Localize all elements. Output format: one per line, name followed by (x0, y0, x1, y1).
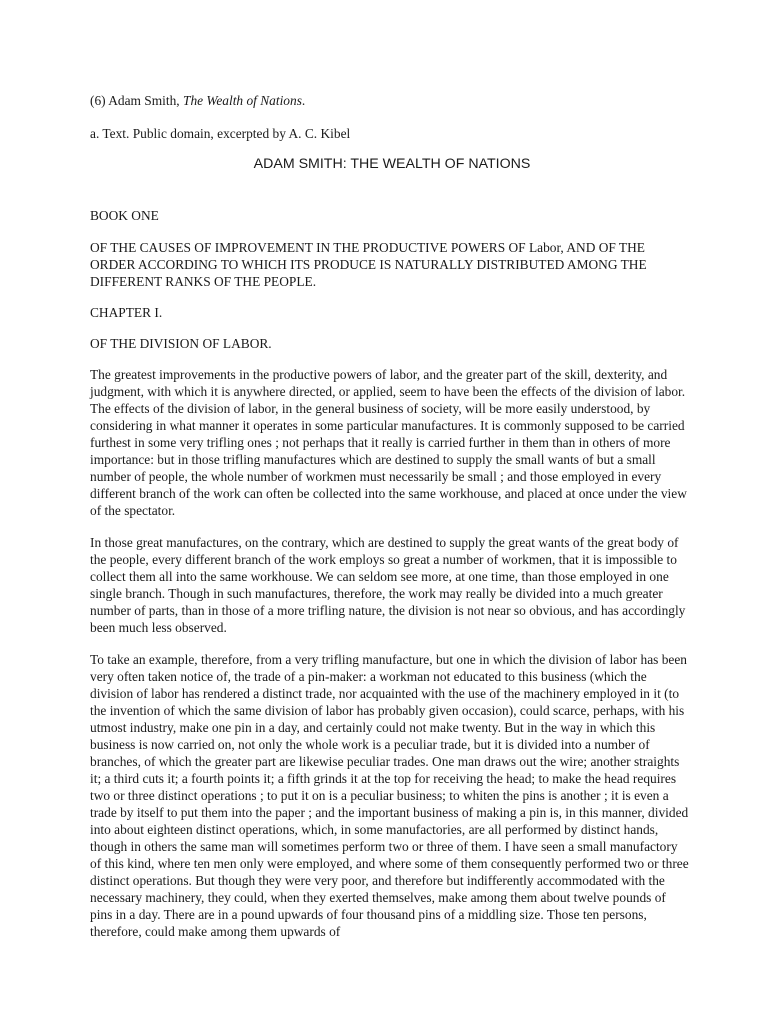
book-subtitle: OF THE CAUSES OF IMPROVEMENT IN THE PRODUCTIVE POWERS OF Labor, AND OF THE ORDER ACCORDING TO WHICH ITS PRODUCE IS NATURALLY DISTRIBUTED AMONG THE DIFFERENT RANKS OF THE PEOPLE. (90, 240, 647, 289)
body-paragraph: The greatest improvements in the productive powers of labor, and the greater part of the skill, dexterity, and judgment, with which it is anywhere directed, or applied, seem to have been the effects of the division of labor. The effects of the division of labor, in the general business of society, will be more easily understood, by considering in what manner it operates in some particular manufactures. It is commonly supposed to be carried furthest in some very trifling ones ; not perhaps that it really is carried further in them than in others of more importance: but in those trifling manufactures which are destined to supply the small wants of but a small number of people, the whole number of workmen must necessarily be small ; and those employed in every different branch of the work can often be collected into the same workhouse, and placed at once under the view of the spectator. (90, 367, 687, 518)
citation-prefix: (6) Adam Smith, (90, 93, 183, 108)
book-heading: BOOK ONE (90, 208, 159, 223)
body-paragraph: To take an example, therefore, from a very trifling manufacture, but one in which the division of labor has been very often taken notice of, the trade of a pin-maker: a workman not educated to this business (which the division of labor has rendered a distinct trade, nor acquainted with the use of the machinery employed in it (to the invention of which the same division of labor has probably given occasion), could scarce, perhaps, with his utmost industry, make one pin in a day, and certainly could not make twenty. But in the way in which this business is now carried on, not only the whole work is a peculiar trade, but it is divided into a number of branches, of which the greater part are likewise peculiar trades. One man draws out the wire; another straights it; a third cuts it; a fourth points it; a fifth grinds it at the top for receiving the head; to make the head requires two or three distinct operations ; to put it on is a peculiar business; to whiten the pins is another ; it is even a trade by itself to put them into the paper ; and the important business of making a pin is, in this manner, divided into about eighteen distinct operations, which, in some manufactories, are all performed by distinct hands, though in others the same man will sometimes perform two or three of them. I have seen a small manufactory of this kind, where ten men only were employed, and where some of them consequently performed two or three distinct operations. But though they were very poor, and therefore but indifferently accommodated with the necessary machinery, they could, when they exerted themselves, make among them about twelve pounds of pins in a day. There are in a pound upwards of four thousand pins of a middling size. Those ten persons, therefore, could make among them upwards of (90, 652, 689, 939)
source-line: a. Text. Public domain, excerpted by A. C. Kibel (90, 126, 351, 141)
citation-line (90, 92, 690, 109)
chapter-heading: CHAPTER I. (90, 305, 163, 320)
citation-work-title: The Wealth of Nations (183, 93, 302, 108)
document-title: ADAM SMITH: THE WEALTH OF NATIONS (253, 156, 531, 172)
body-paragraph: In those great manufactures, on the contrary, which are destined to supply the great wants of the great body of the people, every different branch of the work employs so great a number of workmen, that it is impossible to collect them all into the same workhouse. We can seldom see more, at one time, than those employed in one single branch. Though in such manufactures, therefore, the work may really be divided into a much greater number of parts, than in those of a more trifling nature, the division is not near so obvious, and has accordingly been much less observed. (90, 535, 686, 635)
document-page (90, 92, 690, 955)
chapter-title: OF THE DIVISION OF LABOR. (90, 336, 272, 351)
citation-suffix: . (301, 93, 306, 108)
